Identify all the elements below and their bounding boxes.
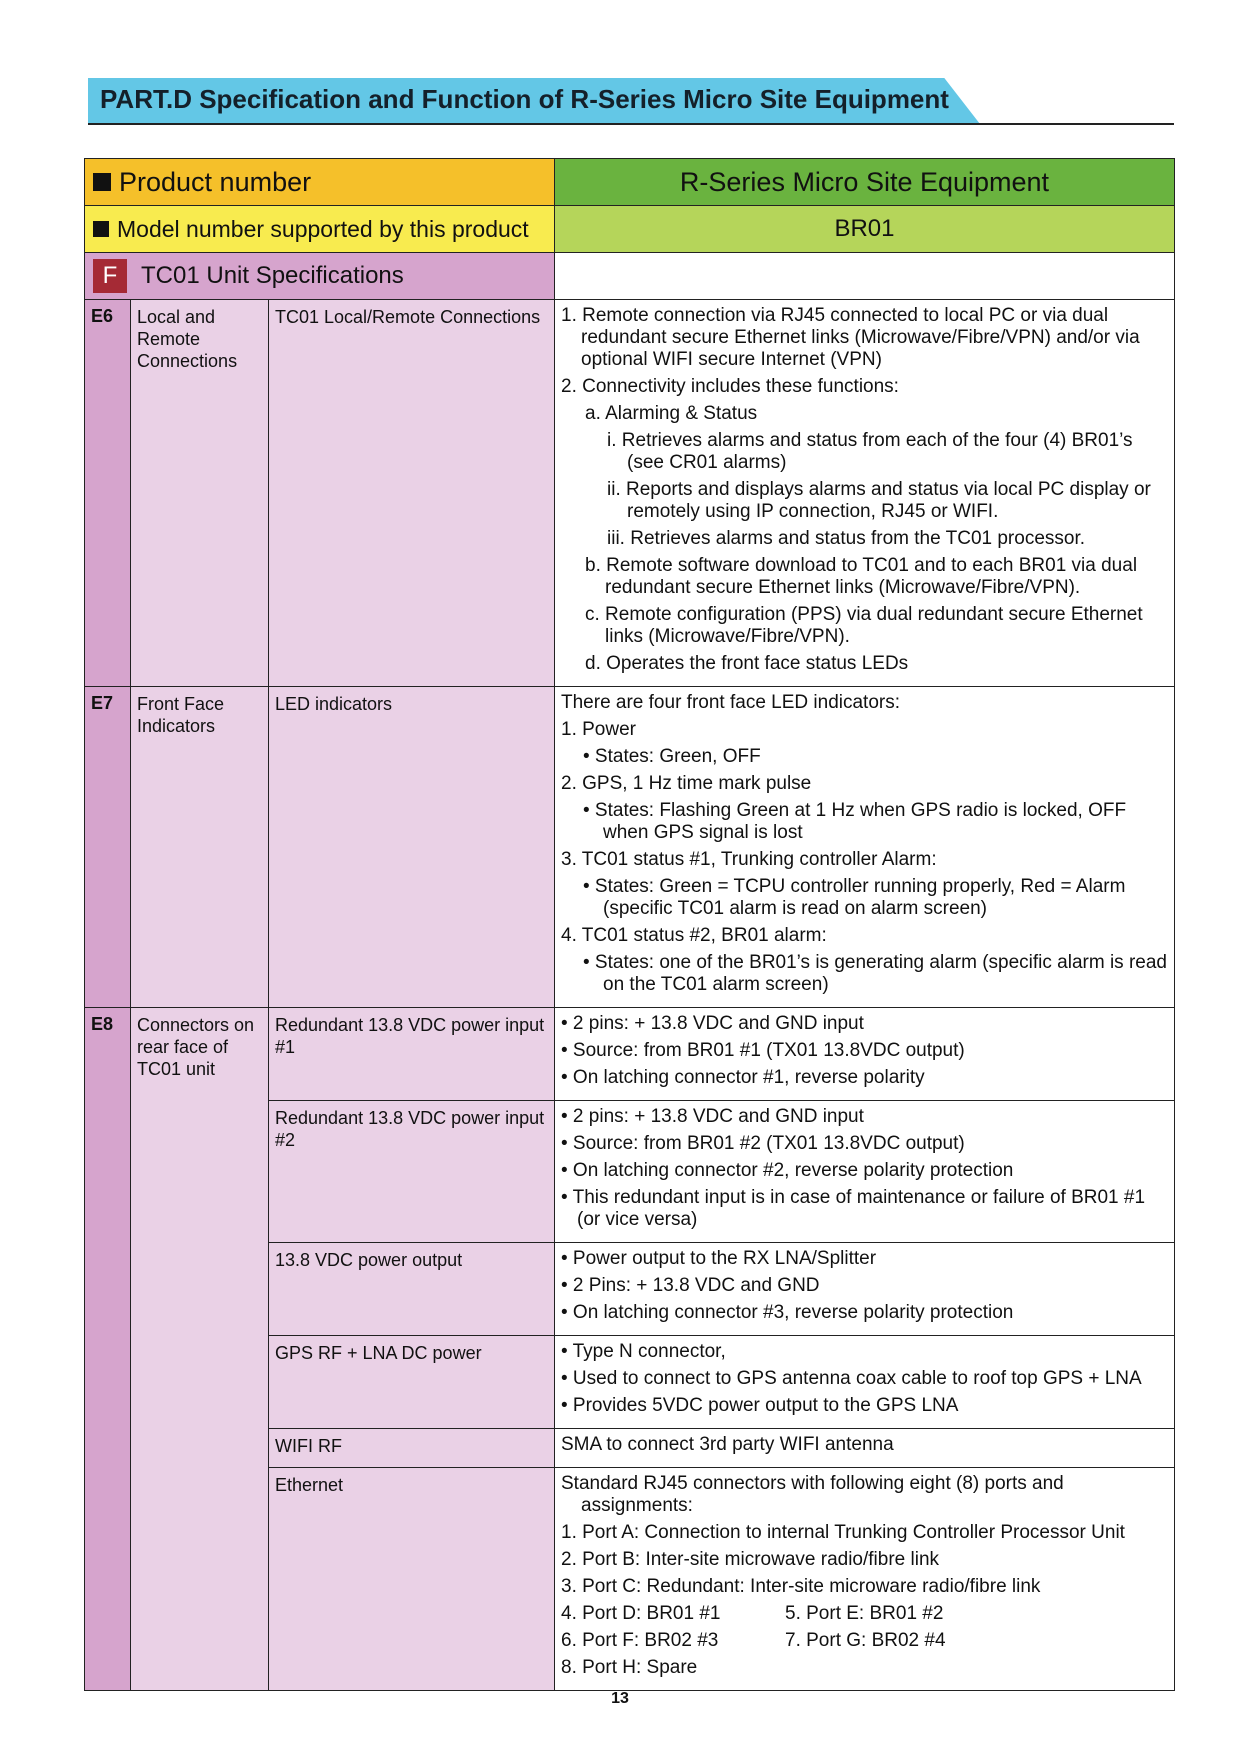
description-line: 1. Power — [561, 719, 636, 740]
description-line: There are four front face LED indicators: — [561, 692, 900, 713]
description-line: • 2 pins: + 13.8 VDC and GND input — [561, 1106, 864, 1127]
description-line: • This redundant input is in case of maintenance or failure of BR01 #1 (or vice versa) — [561, 1187, 1146, 1230]
model-value-cell — [555, 206, 1175, 253]
row-item: WIFI RF — [269, 1429, 555, 1468]
square-bullet-icon — [93, 173, 111, 191]
row-description — [555, 687, 1175, 1008]
description-line: b. Remote software download to TC01 and to each BR01 via dual redundant secure Ethernet links (Microwave/Fibre/VPN). — [585, 555, 1138, 598]
description-line: • Power output to the RX LNA/Splitter — [561, 1248, 877, 1269]
description-line: ii. Reports and displays alarms and status via local PC display or remotely using IP connection, RJ45 or WIFI. — [607, 479, 1151, 522]
row-description — [555, 1468, 1175, 1691]
row-item: 13.8 VDC power output — [269, 1243, 555, 1336]
row-description — [555, 1243, 1175, 1336]
product-number-value-cell — [555, 159, 1175, 206]
page-title: PART.D Specification and Function of R-Series Micro Site Equipment — [100, 84, 949, 114]
description-line: 2. GPS, 1 Hz time mark pulse — [561, 773, 812, 794]
description-line: • 2 pins: + 13.8 VDC and GND input — [561, 1013, 864, 1034]
row-code: E6 — [85, 300, 131, 687]
description-line: • Provides 5VDC power output to the GPS LNA — [561, 1395, 959, 1416]
row-description — [555, 1429, 1175, 1468]
page-number: 13 — [611, 1690, 629, 1707]
model-label: Model number supported by this product — [117, 215, 529, 242]
section-title: TC01 Unit Specifications — [141, 262, 404, 289]
header-rule — [88, 123, 1174, 125]
port-entry: 6. Port F: BR02 #3 — [561, 1630, 719, 1651]
description-line: iii. Retrieves alarms and status from the TC01 processor. — [607, 528, 1086, 549]
description-line: 2. Connectivity includes these functions: — [561, 376, 899, 397]
description-line: 1. Port A: Connection to internal Trunking Controller Processor Unit — [561, 1522, 1125, 1543]
description-line: SMA to connect 3rd party WIFI antenna — [561, 1434, 894, 1455]
description-line: 3. TC01 status #1, Trunking controller Alarm: — [561, 849, 937, 870]
spec-table — [84, 158, 1175, 1691]
product-number-row — [85, 159, 1175, 206]
description-line: • 2 Pins: + 13.8 VDC and GND — [561, 1275, 820, 1296]
row-description — [555, 1101, 1175, 1243]
description-line: 3. Port C: Redundant: Inter-site microware radio/fibre link — [561, 1576, 1041, 1597]
row-category: Connectors on rear face of TC01 unit — [131, 1008, 269, 1691]
description-line: i. Retrieves alarms and status from each of the four (4) BR01’s (see CR01 alarms) — [607, 430, 1133, 473]
port-pair-line — [561, 1603, 1168, 1625]
description-line: Standard RJ45 connectors with following eight (8) ports and assignments: — [561, 1473, 1064, 1516]
description-line: 4. TC01 status #2, BR01 alarm: — [561, 925, 827, 946]
model-row — [85, 206, 1175, 253]
description-line: • Used to connect to GPS antenna coax cable to roof top GPS + LNA — [561, 1368, 1142, 1389]
row-description — [555, 1008, 1175, 1101]
description-line: • States: Green = TCPU controller running properly, Red = Alarm (specific TC01 alarm is read on alarm screen) — [583, 876, 1126, 919]
port-entry: 7. Port G: BR02 #4 — [785, 1630, 946, 1651]
description-line: a. Alarming & Status — [585, 403, 758, 424]
description-line: • States: Flashing Green at 1 Hz when GPS radio is locked, OFF when GPS signal is lost — [583, 800, 1127, 843]
description-line: 2. Port B: Inter-site microwave radio/fibre link — [561, 1549, 940, 1570]
description-line: • Source: from BR01 #2 (TX01 13.8VDC output) — [561, 1133, 965, 1154]
spec-row-e7 — [85, 687, 1175, 1008]
spec-row-e8-item — [85, 1008, 1175, 1101]
description-line: d. Operates the front face status LEDs — [585, 653, 909, 674]
port-entry: 5. Port E: BR01 #2 — [785, 1603, 944, 1624]
port-pair-line — [561, 1630, 1168, 1652]
row-description — [555, 1336, 1175, 1429]
row-category: Local and Remote Connections — [131, 300, 269, 687]
row-item: TC01 Local/Remote Connections — [269, 300, 555, 687]
row-item: Redundant 13.8 VDC power input #2 — [269, 1101, 555, 1243]
product-number-label: Product number — [119, 166, 312, 197]
spec-row-e6 — [85, 300, 1175, 687]
square-bullet-icon — [93, 221, 109, 237]
port-entry: 8. Port H: Spare — [561, 1657, 698, 1678]
row-code: E8 — [85, 1008, 131, 1691]
product-number-label-cell — [85, 159, 555, 206]
description-line: • Source: from BR01 #1 (TX01 13.8VDC output) — [561, 1040, 965, 1061]
model-value: BR01 — [834, 215, 895, 242]
product-number-value: R-Series Micro Site Equipment — [679, 166, 1050, 197]
description-line: • States: one of the BR01’s is generating alarm (specific alarm is read on the TC01 alarm screen) — [583, 952, 1167, 995]
description-line: 1. Remote connection via RJ45 connected to local PC or via dual redundant secure Ethernet links (Microwave/Fibre/VPN) and/or via optional WIFI secure Internet (VPN) — [561, 305, 1140, 370]
description-line: • On latching connector #3, reverse polarity protection — [561, 1302, 1014, 1323]
row-description — [555, 300, 1175, 687]
description-line: • On latching connector #1, reverse polarity — [561, 1067, 925, 1088]
model-label-cell — [85, 206, 555, 253]
section-badge: F — [93, 259, 127, 293]
row-code: E7 — [85, 687, 131, 1008]
description-line: • States: Green, OFF — [583, 746, 761, 767]
section-row — [85, 253, 1175, 300]
row-item: Redundant 13.8 VDC power input #1 — [269, 1008, 555, 1101]
row-item: Ethernet — [269, 1468, 555, 1691]
port-entry: 4. Port D: BR01 #1 — [561, 1603, 721, 1624]
description-line: • Type N connector, — [561, 1341, 726, 1362]
description-line: • On latching connector #2, reverse polarity protection — [561, 1160, 1014, 1181]
section-title-cell — [85, 253, 555, 300]
description-line: c. Remote configuration (PPS) via dual redundant secure Ethernet links (Microwave/Fibre/VPN). — [585, 604, 1143, 647]
section-empty-cell — [555, 253, 1175, 300]
row-item: GPS RF + LNA DC power — [269, 1336, 555, 1429]
row-category: Front Face Indicators — [131, 687, 269, 1008]
row-item: LED indicators — [269, 687, 555, 1008]
